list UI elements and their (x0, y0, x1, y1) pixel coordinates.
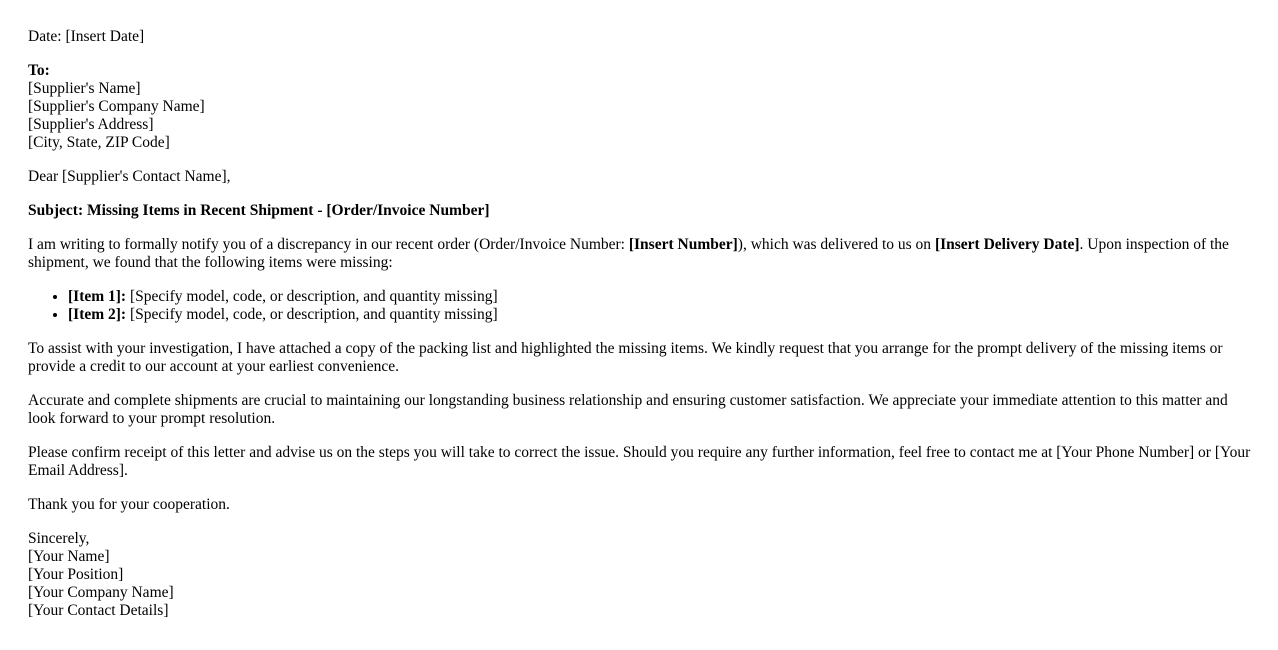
sender-position: [Your Position] (28, 566, 124, 583)
item-description: [Specify model, code, or description, and quantity missing] (126, 306, 498, 323)
confirmation-paragraph: Please confirm receipt of this letter and advise us on the steps you will take to correct the issue. Should you require any further information, feel free to contact me at [Your Phone Number] or [Your Email Address]. (28, 444, 1251, 479)
intro-text-2: ), which was delivered to us on (737, 236, 935, 253)
missing-items-list (28, 288, 1253, 324)
list-item (68, 288, 1253, 306)
delivery-date: [Insert Delivery Date] (934, 236, 1080, 253)
order-number: [Insert Number] (628, 236, 738, 253)
letter-document (28, 28, 1253, 636)
intro-text-3: . Upon inspection of the shipment, we found that the following items were missing: (28, 236, 1229, 271)
thanks-paragraph: Thank you for your cooperation. (28, 496, 230, 513)
relationship-paragraph: Accurate and complete shipments are crucial to maintaining our longstanding business relationship and ensuring customer satisfaction. We appreciate your immediate attention to this matter and look forward to your prompt resolution. (28, 392, 1228, 427)
recipient-address: [Supplier's Address] (28, 116, 154, 133)
sender-company: [Your Company Name] (28, 584, 174, 601)
intro-paragraph (28, 236, 1253, 272)
sender-name: [Your Name] (28, 548, 110, 565)
recipient-city-state-zip: [City, State, ZIP Code] (28, 134, 170, 151)
item-label: [Item 2]: (68, 306, 127, 323)
item-label: [Item 1]: (68, 288, 127, 305)
intro-text-1: I am writing to formally notify you of a discrepancy in our recent order (Order/Invoice Number: (28, 236, 629, 253)
recipient-company: [Supplier's Company Name] (28, 98, 205, 115)
recipient-block (28, 62, 1253, 152)
investigation-paragraph: To assist with your investigation, I have attached a copy of the packing list and highlighted the missing items. We kindly request that you arrange for the prompt delivery of the missing items or provide a credit to our account at your earliest convenience. (28, 340, 1223, 375)
salutation: Dear [Supplier's Contact Name], (28, 168, 231, 185)
sender-contact-details: [Your Contact Details] (28, 602, 169, 619)
item-description: [Specify model, code, or description, and quantity missing] (126, 288, 498, 305)
subject-line: Subject: Missing Items in Recent Shipment - [Order/Invoice Number] (28, 202, 490, 219)
recipient-name: [Supplier's Name] (28, 80, 141, 97)
date-line: Date: [Insert Date] (28, 28, 145, 45)
list-item (68, 306, 1253, 324)
valediction: Sincerely, (28, 530, 90, 547)
recipient-heading: To: (28, 62, 50, 79)
signature-block (28, 530, 1253, 620)
